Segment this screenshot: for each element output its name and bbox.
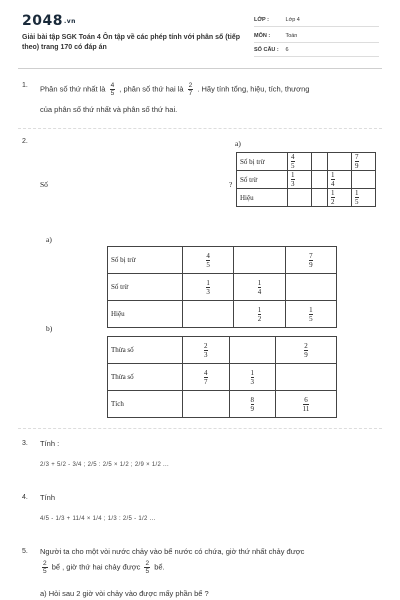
- q2-label-question: ?: [229, 180, 233, 189]
- table-row: [108, 337, 337, 364]
- table-cell: Hiệu: [108, 301, 183, 328]
- table-cell: $\frac{1}{3}$: [288, 171, 312, 189]
- meta-count: [254, 44, 379, 57]
- q1-text-b: , phân số thứ hai là: [119, 84, 184, 94]
- q2-label-a: a): [46, 235, 52, 244]
- table-cell: $\frac{1}{4}$: [234, 274, 285, 301]
- table-row: [108, 364, 337, 391]
- table-cell: [276, 364, 337, 391]
- q5-number: 5.: [22, 548, 28, 555]
- table-cell: [352, 171, 376, 189]
- table-cell: $\frac{4}{5}$: [183, 247, 234, 274]
- divider: [18, 428, 382, 429]
- table-cell: Số bị trừ: [237, 153, 288, 171]
- meta-subject: [254, 30, 379, 43]
- q4-expression: 4/5 - 1/3 + 11/4 × 1/4 ; 1/3 : 2/5 - 1/2 ...: [40, 516, 156, 522]
- table-cell: [183, 391, 230, 418]
- site-logo[interactable]: [22, 13, 76, 29]
- table-cell: $\frac{2}{3}$: [183, 337, 230, 364]
- q1-text-a: Phân số thứ nhất là: [40, 84, 106, 94]
- table-cell: $\frac{2}{9}$: [276, 337, 337, 364]
- table-cell: $\frac{1}{3}$: [183, 274, 234, 301]
- table-cell: Số trừ: [237, 171, 288, 189]
- q5-line1: Người ta cho một vòi nước chảy vào bể nước có chứa, giờ thứ nhất chảy được: [40, 547, 305, 556]
- q5-sub: a) Hỏi sau 2 giờ vòi chảy vào được mấy phần bể ?: [40, 589, 209, 598]
- table-row: [108, 247, 337, 274]
- q2-label-b: b): [46, 324, 53, 333]
- table-cell: [328, 153, 352, 171]
- table-cell: $\frac{4}{7}$: [183, 364, 230, 391]
- q1-frac-a: $\frac{4}{5}$: [110, 82, 115, 97]
- q5-end: bể.: [154, 562, 165, 572]
- table-cell: $\frac{1}{2}$: [234, 301, 285, 328]
- q2-table-a: [107, 246, 337, 328]
- table-cell: Số bị trừ: [108, 247, 183, 274]
- table-row: [237, 171, 376, 189]
- table-cell: $\frac{1}{5}$: [352, 189, 376, 207]
- q1-number: 1.: [22, 82, 28, 89]
- q4-text: Tính: [40, 493, 56, 502]
- q3-expression: 2/3 + 5/2 - 3/4 ; 2/5 : 2/5 × 1/2 ; 2/9 × 1/2 ...: [40, 462, 169, 468]
- table-cell: [288, 189, 312, 207]
- table-cell: [234, 247, 285, 274]
- table-cell: $\frac{1}{4}$: [328, 171, 352, 189]
- q1-text-c: . Hãy tính tổng, hiệu, tích, thương: [197, 84, 310, 94]
- table-cell: $\frac{1}{2}$: [328, 189, 352, 207]
- table-row: [108, 391, 337, 418]
- table-cell: Tích: [108, 391, 183, 418]
- header-divider: [18, 68, 382, 69]
- q2-label-so: Số: [40, 180, 48, 189]
- q3-number: 3.: [22, 440, 28, 447]
- meta-grade: [254, 14, 379, 27]
- meta-grade-key: LỚP :: [254, 17, 269, 23]
- page-header: [0, 0, 400, 62]
- table-row: [108, 301, 337, 328]
- table-cell: Thừa số: [108, 364, 183, 391]
- table-row: [108, 274, 337, 301]
- meta-count-key: SỐ CÂU :: [254, 47, 279, 53]
- table-cell: [312, 153, 328, 171]
- table-cell: $\frac{1}{3}$: [229, 364, 276, 391]
- table-cell: Số trừ: [108, 274, 183, 301]
- q5-frac2: $\frac{2}{5}$: [145, 560, 150, 575]
- table-cell: $\frac{7}{9}$: [352, 153, 376, 171]
- table-cell: $\frac{1}{5}$: [285, 301, 336, 328]
- table-cell: Hiệu: [237, 189, 288, 207]
- table-cell: $\frac{6}{11}$: [276, 391, 337, 418]
- table-row: [237, 189, 376, 207]
- q4-number: 4.: [22, 494, 28, 501]
- q5-mid: bể , giờ thứ hai chảy được: [51, 562, 141, 572]
- table-cell: [312, 171, 328, 189]
- q5-line2: [40, 560, 385, 575]
- q1-line1: [40, 82, 380, 97]
- table-row: [237, 153, 376, 171]
- q2-table-a-top: [236, 152, 376, 207]
- meta-subject-value: Toán: [285, 33, 298, 39]
- document-title: Giải bài tập SGK Toán 4 Ôn tập về các phép tính với phân số (tiếp theo) trang 170 có đáp án: [22, 34, 240, 51]
- q2-number: 2.: [22, 138, 28, 145]
- q1-frac-b: $\frac{2}{7}$: [188, 82, 193, 97]
- q1-line2: của phân số thứ nhất và phân số thứ hai.: [40, 105, 178, 114]
- logo-suffix: .vn: [63, 17, 76, 25]
- meta-grade-value: Lớp 4: [285, 17, 300, 23]
- table-cell: $\frac{7}{9}$: [285, 247, 336, 274]
- q2-table-b: [107, 336, 337, 418]
- divider: [18, 128, 382, 129]
- logo-text: 2048: [22, 13, 63, 29]
- q5-frac1: $\frac{2}{5}$: [43, 560, 47, 575]
- meta-count-value: 6: [285, 47, 289, 53]
- table-cell: [229, 337, 276, 364]
- q2-label-a-top: a): [235, 139, 241, 148]
- meta-subject-key: MÔN :: [254, 33, 271, 39]
- table-cell: [312, 189, 328, 207]
- table-cell: $\frac{8}{9}$: [229, 391, 276, 418]
- q3-text: Tính :: [40, 439, 60, 448]
- table-cell: $\frac{4}{5}$: [288, 153, 312, 171]
- table-cell: [183, 301, 234, 328]
- table-cell: Thừa số: [108, 337, 183, 364]
- table-cell: [285, 274, 336, 301]
